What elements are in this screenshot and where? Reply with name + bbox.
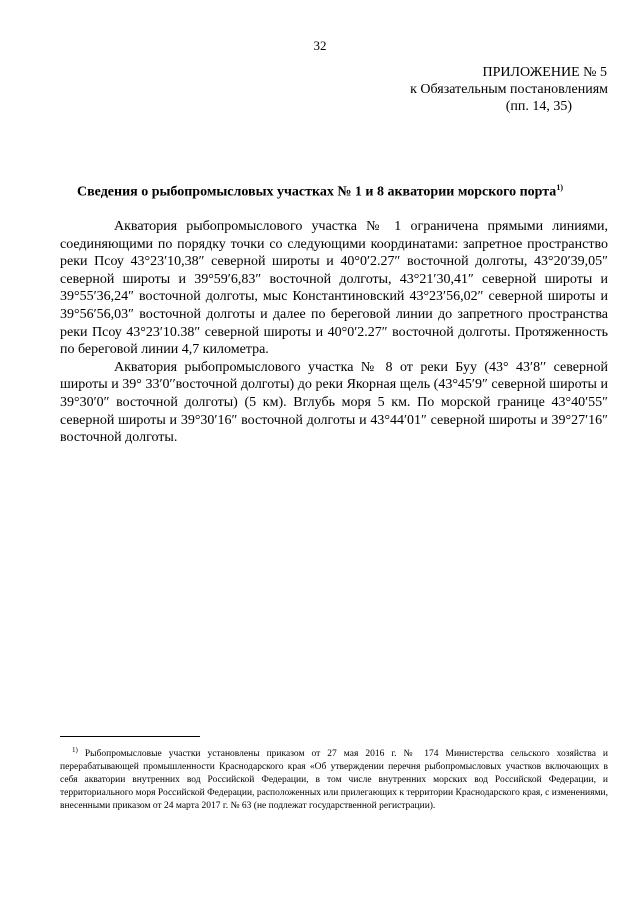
heading-footnote-mark: 1) <box>556 183 563 192</box>
appendix-title: ПРИЛОЖЕНИЕ № 5 <box>482 65 607 80</box>
appendix-subtitle: к Обязательным постановлениям <box>410 82 608 97</box>
heading-text: Сведения о рыбопромысловых участках № 1 и 8 акватории морского порта <box>77 184 557 200</box>
document-heading <box>0 183 640 201</box>
footnote-text: Рыбопромысловые участки установлены приказом от 27 мая 2016 г. № 174 Министерства сельского хозяйства и перерабатывающей промышленности Краснодарского края «Об утверждении перечня рыбопромысловых участков включающих в себя акватории внутренних вод Российской Федерации, в том числе внутренних морских вод Российской Федерации, и территориального моря Российской Федерации, расположенных или прилегающих к территории Краснодарского края, с изменениями, внесенными приказом от 24 марта 2017 г. № 63 (не подлежат государственной регистрации). <box>60 749 608 812</box>
paragraph-area-8: Акватория рыбопромыслового участка № 8 от реки Буу (43° 43′8′′ северной широты и 39° 33′0′′восточной долготы) до реки Якорная щель (43°45′9″ северной широты и 39°30′0″ восточной долготы) (5 км). Вглубь моря 5 км. По морской границе 43°40′55″ северной широты и 39°30′16″ восточной долготы и 43°44′01″ северной широты и 39°27′16″ восточной долготы. <box>60 359 608 446</box>
body-text <box>60 218 608 447</box>
footnote-mark: 1) <box>72 746 78 754</box>
footnote-divider <box>60 736 200 737</box>
appendix-header <box>308 64 608 115</box>
footnote <box>60 744 608 813</box>
paragraph-area-1: Акватория рыбопромыслового участка № 1 ограничена прямыми линиями, соединяющими по порядку точки со следующими координатами: запретное пространство реки Псоу 43°23′10,38″ северной широты и 40°0′2.27″ восточной долготы, 43°20′39,05″ северной широты и 39°59′6,83″ восточной долготы, 43°21′30,41″ северной широты и 39°55′36,24″ восточной долготы, мыс Константиновский 43°23′56,02″ северной широты и 39°56′56,03″ восточной долготы и далее по береговой линии до запретного пространства реки Псоу 43°23′10.38″ северной широты и 40°0′2.27″ восточной долготы. Протяженность по береговой линии 4,7 километра. <box>60 219 608 358</box>
page-number: 32 <box>313 38 327 53</box>
appendix-reference: (пп. 14, 35) <box>505 99 572 114</box>
